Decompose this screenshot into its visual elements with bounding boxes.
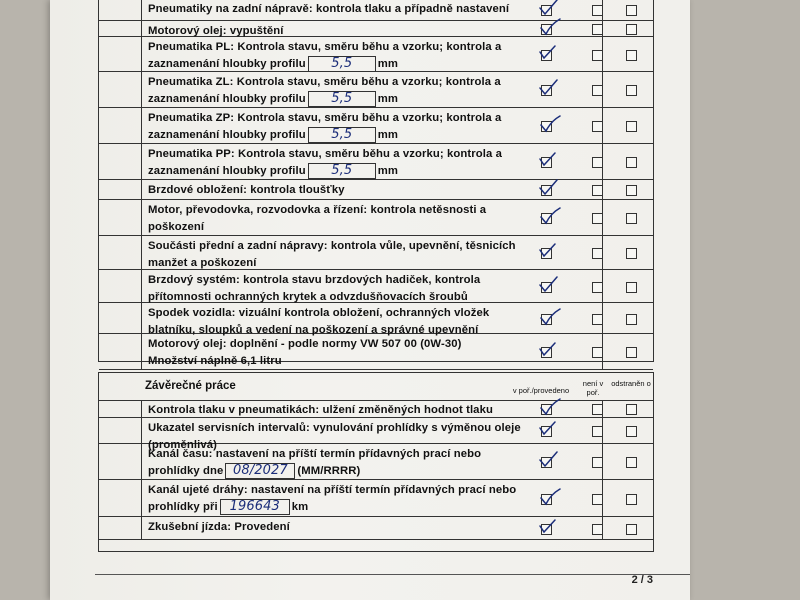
next-service-date-value[interactable]: 08/2027 [225, 463, 295, 479]
final-row-2-checkbox-not-ok[interactable] [592, 457, 603, 468]
row-8-checkbox-not-ok[interactable] [592, 248, 603, 259]
row-2-checkbox-done[interactable] [541, 50, 552, 61]
description-line: zaznamenání hloubky profilu [148, 93, 306, 105]
row-0-checkbox-done[interactable] [541, 5, 552, 16]
description-line: Spodek vozidla: vizuální kontrola obložení, ochranných vložek [148, 307, 490, 319]
row-1-checkbox-fixed[interactable] [626, 24, 637, 35]
description-line: Množství náplně 6,1 litru [148, 355, 282, 367]
row-2-checkbox-not-ok[interactable] [592, 50, 603, 61]
unit-label: mm [377, 129, 399, 141]
final-row-3-checkbox-fixed[interactable] [626, 494, 637, 505]
row-description [141, 303, 603, 336]
checklist-row [99, 72, 653, 108]
description-line: Pneumatika PL: Kontrola stavu, směru běhu a vzorku; kontrola a [148, 41, 502, 53]
final-row-1-checkbox-done[interactable] [541, 426, 552, 437]
final-row-4-checkbox-done[interactable] [541, 524, 552, 535]
row-10-checkbox-fixed[interactable] [626, 314, 637, 325]
unit-label: (MM/RRRR) [297, 465, 361, 477]
description-line: prohlídky dne [148, 465, 224, 477]
description-line: Kontrola tlaku v pneumatikách: ulžení změněných hodnot tlaku [148, 404, 493, 416]
final-row-4-checkbox-not-ok[interactable] [592, 524, 603, 535]
row-description [141, 180, 603, 199]
row-11-checkbox-done[interactable] [541, 347, 552, 358]
final-work-row [99, 444, 653, 480]
column-header-done: v poř./provedeno [512, 386, 570, 395]
row-5-checkbox-fixed[interactable] [626, 157, 637, 168]
tread-depth-value[interactable]: 5,5 [308, 163, 376, 179]
checklist-row [99, 108, 653, 144]
row-description [141, 236, 603, 269]
row-description [141, 400, 603, 417]
checklist-row [99, 21, 653, 37]
tread-depth-value[interactable]: 5,5 [308, 91, 376, 107]
final-row-0-checkbox-done[interactable] [541, 404, 552, 415]
row-7-checkbox-fixed[interactable] [626, 213, 637, 224]
row-4-checkbox-not-ok[interactable] [592, 121, 603, 132]
unit-label: mm [377, 58, 399, 70]
description-line: Brzdové obložení: kontrola tloušťky [148, 184, 345, 196]
row-9-checkbox-not-ok[interactable] [592, 282, 603, 293]
description-line: Kanál ujeté dráhy: nastavení na příští termín přídavných prací nebo [148, 484, 517, 496]
checklist-table-final-works [98, 372, 654, 552]
final-row-0-checkbox-fixed[interactable] [626, 404, 637, 415]
row-6-checkbox-fixed[interactable] [626, 185, 637, 196]
description-line: (proměnlivá) [148, 439, 217, 451]
description-line: Pneumatika ZP: Kontrola stavu, směru běhu a vzorku; kontrola a [148, 112, 502, 124]
description-line: přítomnosti ochranných krytek a odvzdušňovacích šroubů [148, 291, 468, 303]
row-0-checkbox-not-ok[interactable] [592, 5, 603, 16]
row-1-checkbox-done[interactable] [541, 24, 552, 35]
description-line: zaznamenání hloubky profilu [148, 58, 306, 70]
row-description [141, 0, 603, 20]
row-4-checkbox-fixed[interactable] [626, 121, 637, 132]
row-9-checkbox-done[interactable] [541, 282, 552, 293]
row-6-checkbox-not-ok[interactable] [592, 185, 603, 196]
page-number: 2 / 3 [631, 574, 653, 586]
description-line: zaznamenání hloubky profilu [148, 165, 306, 177]
row-description [141, 270, 603, 302]
final-row-0-checkbox-not-ok[interactable] [592, 404, 603, 415]
checklist-row [99, 180, 653, 200]
checklist-row [99, 270, 653, 303]
description-line: zaznamenání hloubky profilu [148, 129, 306, 141]
description-line: Brzdový systém: kontrola stavu brzdových hadiček, kontrola [148, 274, 481, 286]
unit-label: mm [377, 165, 399, 177]
final-work-row [99, 517, 653, 540]
tread-depth-value[interactable]: 5,5 [308, 56, 376, 72]
row-3-checkbox-not-ok[interactable] [592, 85, 603, 96]
row-8-checkbox-done[interactable] [541, 248, 552, 259]
final-row-2-checkbox-fixed[interactable] [626, 457, 637, 468]
column-header-not-ok: není v poř. [582, 379, 604, 397]
description-line: prohlídky při [148, 501, 218, 513]
final-row-1-checkbox-not-ok[interactable] [592, 426, 603, 437]
tread-depth-value[interactable]: 5,5 [308, 127, 376, 143]
unit-label: km [291, 501, 309, 513]
row-3-checkbox-done[interactable] [541, 85, 552, 96]
checklist-row [99, 0, 653, 21]
row-5-checkbox-not-ok[interactable] [592, 157, 603, 168]
row-10-checkbox-not-ok[interactable] [592, 314, 603, 325]
checklist-row [99, 144, 653, 180]
row-7-checkbox-not-ok[interactable] [592, 213, 603, 224]
description-line: Motorový olej: vypuštění [148, 25, 284, 37]
row-11-checkbox-not-ok[interactable] [592, 347, 603, 358]
description-line: Kanál času: nastavení na příští termín přídavných prací nebo [148, 448, 482, 460]
row-description [141, 517, 603, 539]
description-line: Motor, převodovka, rozvodovka a řízení: kontrola netěsnosti a [148, 204, 487, 216]
description-line: manžet a poškození [148, 257, 257, 269]
final-row-3-checkbox-not-ok[interactable] [592, 494, 603, 505]
row-7-checkbox-done[interactable] [541, 213, 552, 224]
row-8-checkbox-fixed[interactable] [626, 248, 637, 259]
row-9-checkbox-fixed[interactable] [626, 282, 637, 293]
row-description [141, 444, 603, 479]
row-description [141, 72, 603, 107]
checklist-row [99, 37, 653, 72]
row-5-checkbox-done[interactable] [541, 157, 552, 168]
final-row-4-checkbox-fixed[interactable] [626, 524, 637, 535]
description-line: Pneumatika PP: Kontrola stavu, směru běhu a vzorku; kontrola a [148, 148, 502, 160]
row-10-checkbox-done[interactable] [541, 314, 552, 325]
row-description [141, 334, 603, 369]
column-header-fixed: odstraněn o [611, 379, 651, 388]
next-service-km-value[interactable]: 196643 [220, 499, 290, 515]
description-line: Součásti přední a zadní nápravy: kontrola vůle, upevnění, těsnicích [148, 240, 516, 252]
unit-label: mm [377, 93, 399, 105]
final-row-3-checkbox-done[interactable] [541, 494, 552, 505]
checklist-table-inspection [98, 0, 654, 367]
description-line: Motorový olej: doplnění - podle normy VW 507 00 (0W-30) [148, 338, 462, 350]
description-line: Zkušební jízda: Provedení [148, 521, 290, 533]
description-line: poškození [148, 221, 205, 233]
row-description [141, 37, 603, 71]
row-6-checkbox-done[interactable] [541, 185, 552, 196]
row-description [141, 480, 603, 516]
final-work-row [99, 480, 653, 517]
row-11-checkbox-fixed[interactable] [626, 347, 637, 358]
row-description [141, 418, 603, 451]
row-1-checkbox-not-ok[interactable] [592, 24, 603, 35]
checklist-row [99, 334, 653, 370]
row-description [141, 21, 603, 36]
final-work-row [99, 400, 653, 418]
final-row-1-checkbox-fixed[interactable] [626, 426, 637, 437]
final-work-row [99, 418, 653, 451]
row-description [141, 108, 603, 143]
checklist-row [99, 303, 653, 334]
description-line: Pneumatika ZL: Kontrola stavu, směru běhu a vzorku; kontrola a [148, 76, 501, 88]
section-title: Závěrečné práce [145, 380, 236, 392]
row-description [141, 144, 603, 179]
description-line: Pneumatiky na zadní nápravě: kontrola tlaku a případně nastavení [148, 3, 510, 15]
row-2-checkbox-fixed[interactable] [626, 50, 637, 61]
description-line: blatníku, sloupků a vedení na poškození a správné upevnění [148, 324, 479, 336]
description-line: Ukazatel servisních intervalů: vynulování prohlídky s výměnou oleje [148, 422, 521, 434]
final-row-2-checkbox-done[interactable] [541, 457, 552, 468]
checklist-row [99, 200, 653, 236]
row-3-checkbox-fixed[interactable] [626, 85, 637, 96]
footer-divider [95, 574, 690, 575]
row-description [141, 200, 603, 235]
row-0-checkbox-fixed[interactable] [626, 5, 637, 16]
checklist-row [99, 236, 653, 270]
row-4-checkbox-done[interactable] [541, 121, 552, 132]
